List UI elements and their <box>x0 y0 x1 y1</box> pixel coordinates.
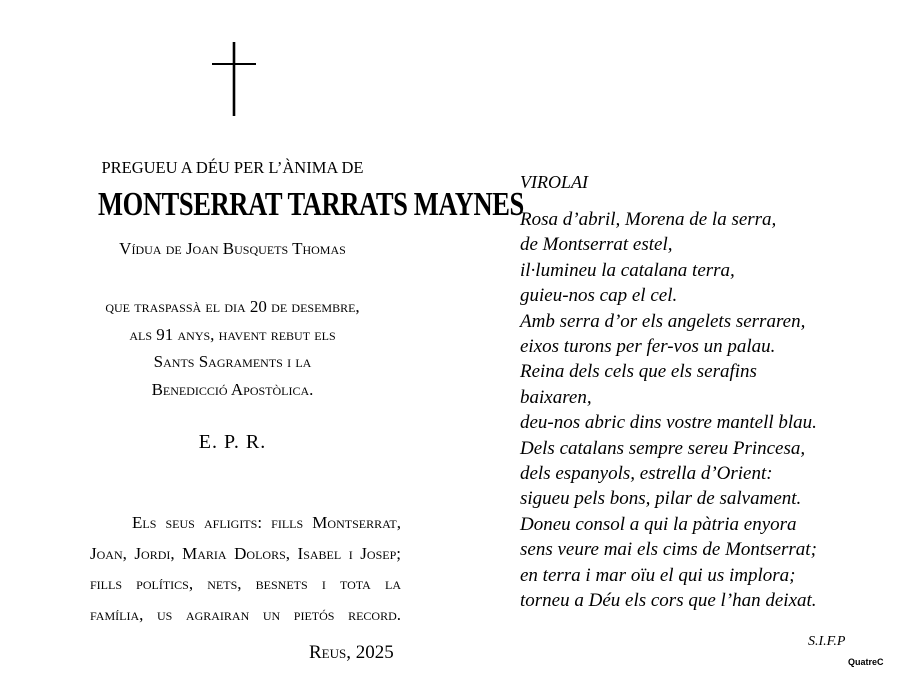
prayer-heading: PREGUEU A DÉU PER L’ÀNIMA DE <box>101 158 364 177</box>
mourners-line: Els seus afligits: fills Montserrat, <box>132 513 401 532</box>
poem-line: guieu-nos cap el cel. <box>520 285 678 307</box>
poem-line: il·lumineu la catalana terra, <box>520 259 735 281</box>
memorial-card-left <box>60 0 524 697</box>
deceased-name: MONTSERRAT TARRATS MAYNES <box>97 186 524 223</box>
poem-line: Amb serra d’or els angelets serraren, <box>520 310 806 332</box>
poem-body <box>520 207 817 614</box>
memorial-card-right <box>520 0 900 697</box>
poem-line: torneu a Déu els cors que l’han deixat. <box>520 590 817 612</box>
poem-line: dels espanyols, estrella d’Orient: <box>520 463 773 485</box>
poem-line: en terra i mar oïu el qui us implora; <box>520 564 796 586</box>
poem-line: Rosa d’abril, Morena de la serra, <box>520 209 777 230</box>
mourners-line: fills polítics, nets, besnets i tota la <box>90 574 401 593</box>
poem-line: Reina dels cels que els serafins <box>520 361 757 383</box>
poem-line: Doneu consol a qui la pàtria enyora <box>520 513 797 535</box>
widow-of: Vídua de Joan Busquets Thomas <box>119 239 346 258</box>
poem-line: sens veure mai els cims de Montserrat; <box>520 539 817 561</box>
poem-line: eixos turons per fer-vos un palau. <box>520 336 776 358</box>
mourners-line: Joan, Jordi, Maria Dolors, Isabel i Josep; <box>90 543 401 563</box>
passing-details <box>60 293 405 403</box>
brand-credit: QuatreC <box>848 657 884 667</box>
poem-line: Dels catalans sempre sereu Princesa, <box>520 437 806 459</box>
poem-line: de Montserrat estel, <box>520 234 673 256</box>
poem-line: deu-nos abric dins vostre mantell blau. <box>520 412 817 434</box>
cross-icon <box>210 42 258 116</box>
passing-line: Sants Sagraments i la <box>153 352 312 371</box>
passing-line: als 91 anys, havent rebut els <box>129 324 336 344</box>
printer-credit: S.I.F.P <box>808 634 846 649</box>
passing-line: Benedicció Apostòlica. <box>151 379 314 399</box>
poem-title: VIROLAI <box>520 172 588 192</box>
poem-line: sigueu pels bons, pilar de salvament. <box>520 488 802 510</box>
mourners-line: família, us agrairan un pietós record. <box>90 604 401 624</box>
rip-text: E. P. R. <box>198 431 267 453</box>
place-date: Reus, 2025 <box>309 642 394 663</box>
passing-line: que traspassà el dia 20 de desembre, <box>105 297 360 316</box>
poem-line: baixaren, <box>520 386 592 408</box>
mourners-text <box>90 508 401 630</box>
